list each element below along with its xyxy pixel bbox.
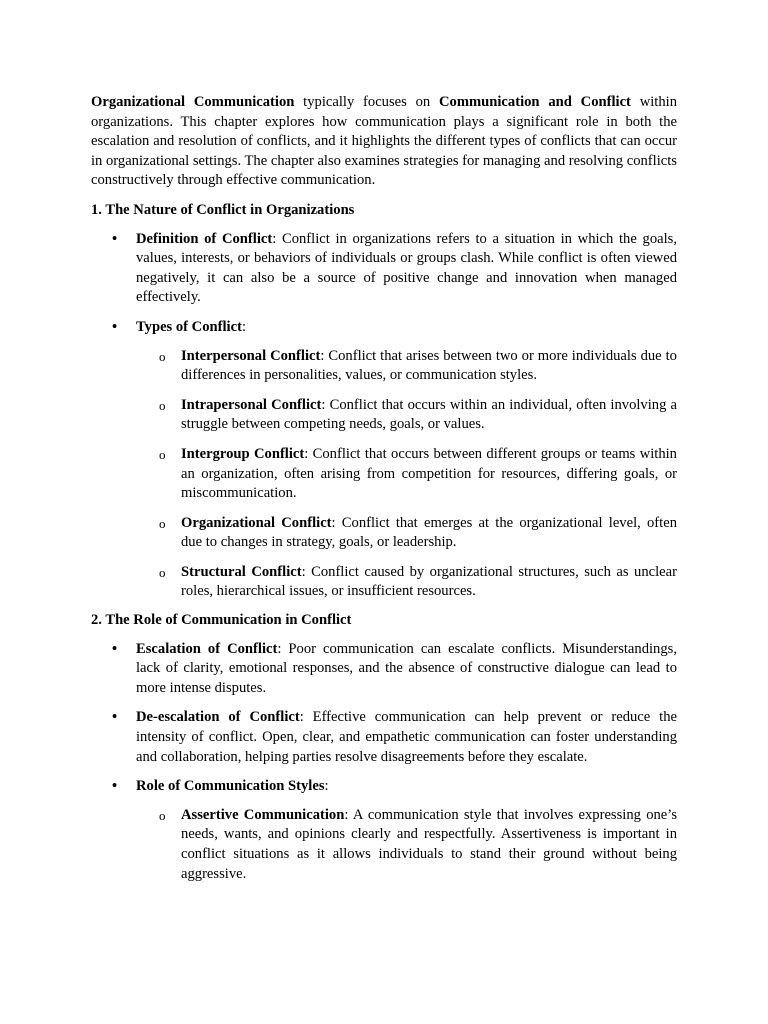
bullet-icon: • — [112, 230, 118, 247]
sub-bullet-icon: o — [159, 348, 166, 364]
list-item-text: : Effective communication can help prevent or reduce the intensity of conflict. Open, clear, and empathetic communication can foster understanding and collaboration, helping parties resolve disagreements before they escalate. — [136, 709, 677, 765]
sub-bullet-icon: o — [159, 564, 166, 580]
list-item-definition-of-conflict — [91, 230, 677, 308]
list-item-text: : Poor communication can escalate conflicts. Misunderstandings, lack of clarity, emotional responses, and the absence of constructive dialogue can lead to more intense disputes. — [136, 640, 677, 696]
sub-list-item-term: Intrapersonal Conflict — [181, 396, 322, 413]
list-item-term: De-escalation of Conflict — [136, 709, 300, 726]
intro-term-1: Organizational Communication — [91, 94, 295, 110]
list-item-text: : — [324, 778, 329, 795]
sub-list-item-term: Interpersonal Conflict — [181, 347, 321, 364]
sub-list-item-term: Assertive Communication — [181, 806, 345, 823]
sub-list-item-intergroup-conflict — [91, 445, 677, 504]
sub-list-item-intrapersonal-conflict — [91, 396, 677, 435]
section-1-heading: 1. The Nature of Conflict in Organizations — [91, 201, 355, 218]
intro-paragraph — [91, 93, 677, 191]
sub-list-item-term: Intergroup Conflict — [181, 445, 305, 462]
sub-bullet-icon: o — [159, 515, 166, 531]
list-item-escalation-of-conflict — [91, 640, 677, 699]
intro-text-1: typically focuses on — [294, 94, 439, 110]
sub-list-item-text: : Conflict that occurs within an individual, often involving a struggle between competing needs, goals, or values. — [181, 396, 677, 433]
list-item-term: Definition of Conflict — [136, 230, 273, 247]
list-item-term: Role of Communication Styles — [136, 778, 325, 795]
sub-list-item-text: : A communication style that involves expressing one’s needs, wants, and opinions clearly and respectfully. Assertiveness is important in conflict situations as it allows individuals to stand their ground without being aggressive. — [181, 806, 677, 882]
bullet-icon: • — [112, 318, 118, 335]
intro-term-2: Communication and Conflict — [439, 94, 631, 110]
section-2-heading: 2. The Role of Communication in Conflict — [91, 612, 352, 629]
list-item-term: Escalation of Conflict — [136, 640, 278, 657]
sub-bullet-icon: o — [159, 397, 166, 413]
list-item-role-of-communication-styles — [91, 777, 677, 797]
sub-list-item-assertive-communication — [91, 806, 677, 884]
sub-list-item-structural-conflict — [91, 563, 677, 602]
sub-list-item-text: : Conflict that arises between two or more individuals due to differences in personalities, values, or communication styles. — [181, 347, 677, 384]
bullet-icon: • — [112, 640, 118, 657]
sub-list-item-term: Structural Conflict — [181, 563, 302, 580]
sub-list-item-text: : Conflict that occurs between different groups or teams within an organization, often arising from competition for resources, differing goals, or miscommunication. — [181, 445, 677, 502]
sub-list-item-text: : Conflict caused by organizational structures, such as unclear roles, hierarchical issues, or insufficient resources. — [181, 563, 678, 600]
sub-list-item-text: : Conflict that emerges at the organizational level, often due to changes in strategy, goals, or leadership. — [181, 514, 677, 551]
sub-list-item-organizational-conflict — [91, 514, 677, 553]
sub-bullet-icon: o — [159, 446, 166, 462]
document-page — [91, 93, 677, 884]
intro-text-2: within organizations. This chapter explores how communication plays a significant role in both the escalation and resolution of conflicts, and it highlights the different types of conflicts that can occur in organizational settings. The chapter also examines strategies for managing and resolving conflicts constructively through effective communication. — [91, 94, 678, 189]
sub-bullet-icon: o — [159, 807, 166, 823]
list-item-text: : — [241, 318, 246, 335]
list-item-text: : Conflict in organizations refers to a situation in which the goals, values, interests, or behaviors of individuals or groups clash. While conflict is often viewed negatively, it can also be a source of positive change and innovation when managed effectively. — [136, 230, 677, 306]
sub-list-item-term: Organizational Conflict — [181, 514, 332, 531]
list-item-types-of-conflict — [91, 318, 677, 338]
bullet-icon: • — [112, 778, 118, 795]
list-item-de-escalation-of-conflict — [91, 708, 677, 767]
bullet-icon: • — [112, 709, 118, 726]
list-item-term: Types of Conflict — [136, 318, 242, 335]
sub-list-item-interpersonal-conflict — [91, 347, 677, 386]
